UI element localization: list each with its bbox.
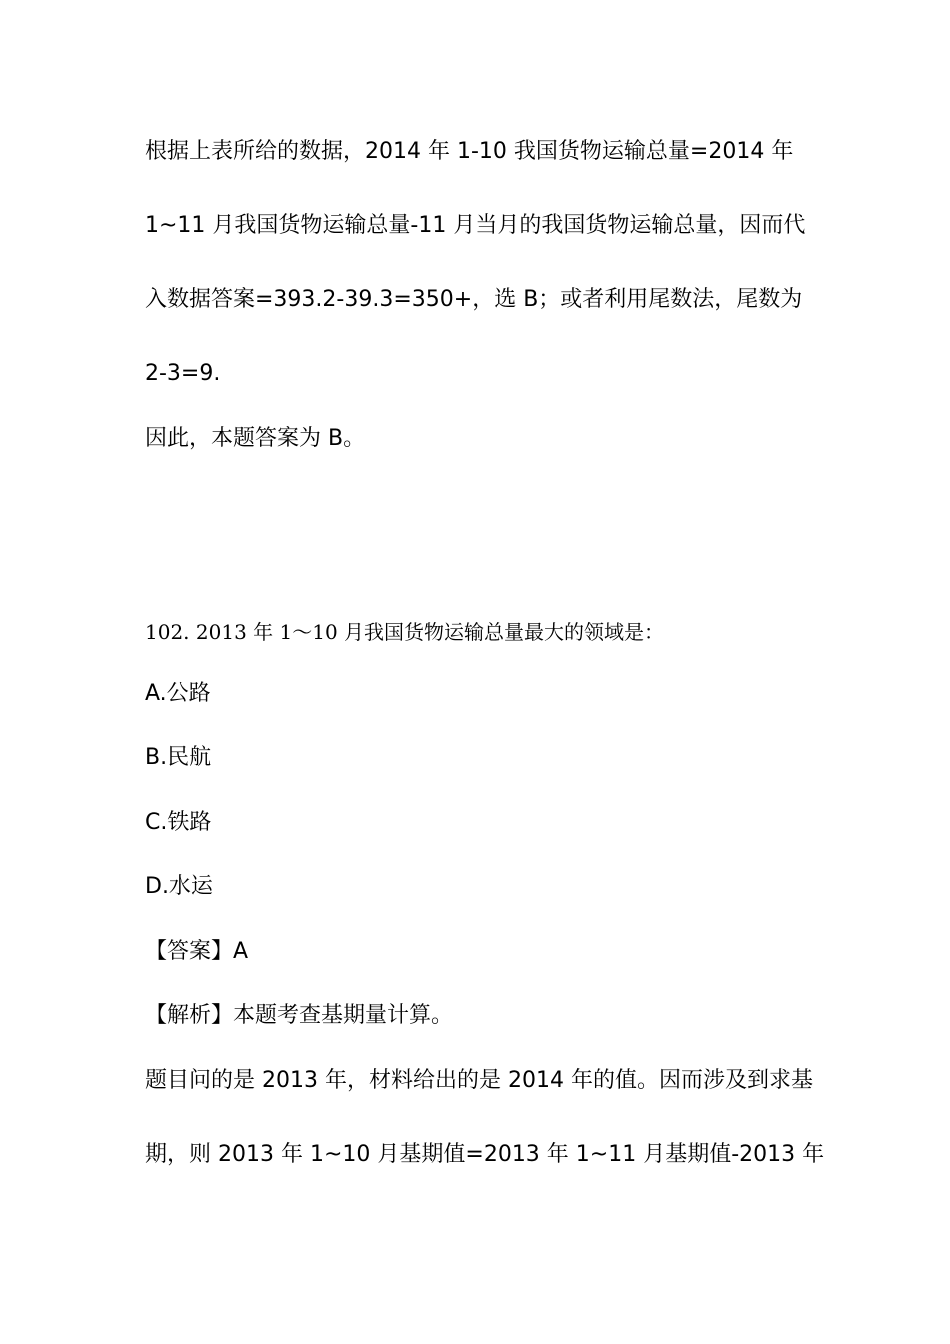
explanation-conclusion: 因此，本题答案为 B。	[145, 426, 366, 451]
option-a: A.公路	[145, 681, 211, 706]
option-d: D.水运	[145, 874, 213, 899]
analysis-header: 【解析】本题考查基期量计算。	[145, 1003, 454, 1028]
answer-line: 【答案】A	[145, 939, 249, 964]
explanation-line-3: 入数据答案=393.2-39.3=350+，选 B；或者利用尾数法，尾数为	[145, 287, 803, 312]
explanation-line-1: 根据上表所给的数据，2014 年 1-10 我国货物运输总量=2014 年	[145, 139, 794, 164]
question-stem: 102. 2013 年 1～10 月我国货物运输总量最大的领域是：	[145, 620, 665, 644]
explanation-line-4: 2-3=9.	[145, 361, 221, 386]
option-b: B.民航	[145, 745, 212, 770]
analysis-line-1: 题目问的是 2013 年，材料给出的是 2014 年的值。因而涉及到求基	[145, 1068, 813, 1093]
explanation-line-2: 1~11 月我国货物运输总量-11 月当月的我国货物运输总量，因而代	[145, 213, 806, 238]
analysis-line-2: 期，则 2013 年 1~10 月基期值=2013 年 1~11 月基期值-2013 年	[145, 1142, 825, 1167]
option-c: C.铁路	[145, 810, 212, 835]
